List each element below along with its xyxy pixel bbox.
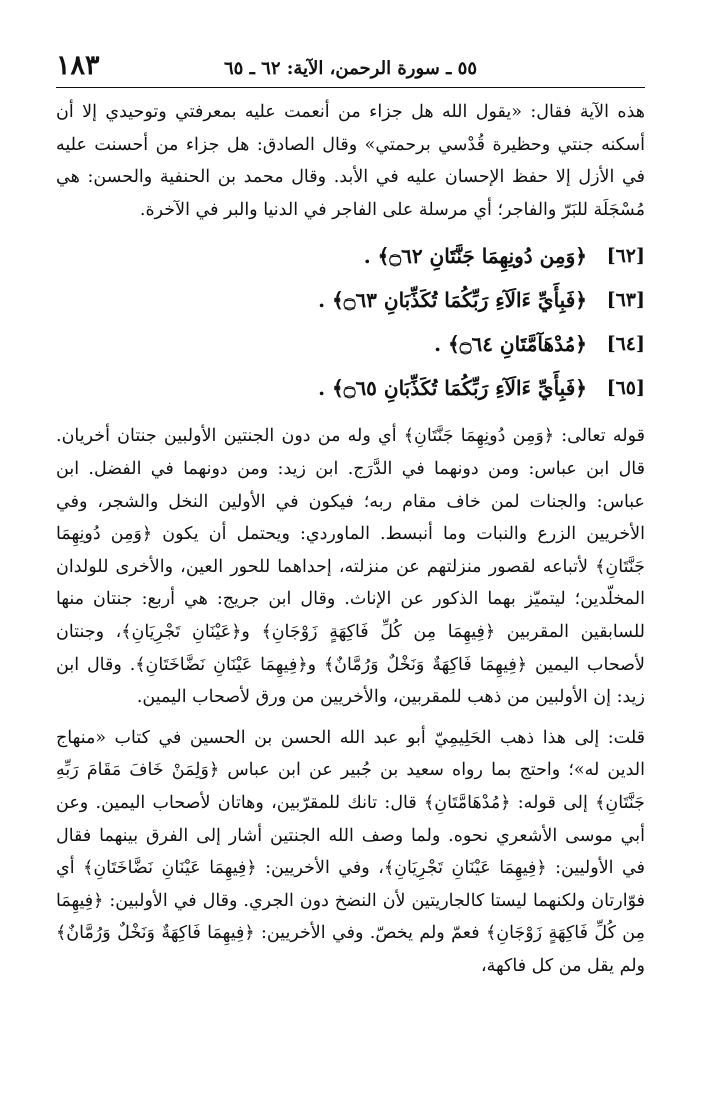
- page-number: ١٨٣: [56, 50, 100, 81]
- verse-number: [٦٣]: [606, 289, 645, 312]
- verse-block: [56, 234, 645, 410]
- verse-number: [٦٢]: [606, 245, 645, 268]
- verse-text: ﴿وَمِن دُونِهِمَا جَنَّتَانِ ۝٦٢﴾ .: [363, 244, 587, 269]
- running-title: ٥٥ ـ سورة الرحمن، الآية: ٦٢ ـ ٦٥: [224, 58, 477, 79]
- verse-64: [56, 322, 645, 366]
- paragraph-qultu: قلت: إلى هذا ذهب الحَلِيمِيّ أبو عبد الله الحسن بن الحسين في كتاب «منهاج الدين له»؛ واحتج بما رواه سعيد بن جُبير عن ابن عباس ﴿وَلِمَنْ خَافَ مَقَامَ رَبِّهِ جَنَّتَانِ﴾ إلى قوله: ﴿مُدْهَامَّتَانِ﴾ قال: تانك للمقرّبين، وهاتان لأصحاب اليمين. وعن أبي موسى الأشعري نحوه. ولما وصف الله الجنتين أشار إلى الفرق بينهما فقال في الأوليين: ﴿فِيهِمَا عَيْنَانِ تَجْرِيَانِ﴾، وفي الأخريين: ﴿فِيهِمَا عَيْنَانِ نَضَّاخَتَانِ﴾ أي فوّارتان ولكنهما ليستا كالجاريتين لأن النضخ دون الجري. وقال في الأولبين: ﴿فِيهِمَا مِن كُلِّ فَاكِهَةٍ زَوْجَانِ﴾ فعمّ ولم يخصّ. وفي الأخريين: ﴿فِيهِمَا فَاكِهَةٌ وَنَخْلٌ وَرُمَّانٌ﴾ ولم يقل من كل فاكهة،: [56, 727, 645, 976]
- page-header: [56, 50, 645, 84]
- verse-number: [٦٥]: [606, 377, 645, 400]
- paragraph-commentary: قوله تعالى: ﴿وَمِن دُونِهِمَا جَنَّتَانِ﴾ أي وله من دون الجنتين الأولبين جنتان أخريان. قال ابن عباس: ومن دونهما في الدَّرَج. ابن زيد: ومن دونهما في الفضل. ابن عباس: والجنات لمن خاف مقام ربه؛ فيكون في الأولين النخل والشجر، وفي الأخريين الزرع والنبات وما أنبسط. الماوردي: ويحتمل أن يكون ﴿وَمِن دُونِهِمَا جَنَّتَانِ﴾ لأتباعه لقصور منزلتهم عن منزلته، إحداهما للحور العين، والأخرى للولدان المخلّدين؛ ليتميّز بهما الذكور عن الإناث. وقال ابن جريج: هي أربع: جنتان منها للسابقين المقربين ﴿فِيهِمَا مِن كُلِّ فَاكِهَةٍ زَوْجَانِ﴾ و﴿عَيْنَانِ تَجْرِيَانِ﴾، وجنتان لأصحاب اليمين ﴿فِيهِمَا فَاكِهَةٌ وَنَخْلٌ وَرُمَّانٌ﴾ و﴿فِيهِمَا عَيْنَانِ نَضَّاخَتَانِ﴾. وقال ابن زيد: إن الأولبين من ذهب للمقربين، والأخريين من ورق لأصحاب اليمين.: [56, 426, 645, 708]
- verse-62: [56, 234, 645, 278]
- verse-number: [٦٤]: [606, 333, 645, 356]
- verse-text: ﴿مُدْهَآمَّتَانِ ۝٦٤﴾ .: [434, 332, 587, 357]
- header-rule: [56, 87, 645, 88]
- verse-63: [56, 278, 645, 322]
- paragraph-intro: هذه الآية فقال: «يقول الله هل جزاء من أنعمت عليه بمعرفتي وتوحيدي إلا أن أسكنه جنتي وحظيرة قُدْسي برحمتي» وقال الصادق: هل جزاء من أحسنت عليه في الأزل إلا حفظ الإحسان عليه في الأبد. وقال محمد بن الحنفية والحسن: هي مُسْجَلَة للبَرّ والفاجر؛ أي مرسلة على الفاجر في الدنيا والبر في الآخرة.: [56, 102, 645, 220]
- page-body: [56, 96, 645, 1070]
- verse-text: ﴿فَبِأَيِّ ءَالَآءِ رَبِّكُمَا تُكَذِّبَانِ ۝٦٣﴾ .: [318, 288, 587, 313]
- verse-text: ﴿فَبِأَيِّ ءَالَآءِ رَبِّكُمَا تُكَذِّبَانِ ۝٦٥﴾ .: [318, 376, 587, 401]
- verse-65: [56, 366, 645, 410]
